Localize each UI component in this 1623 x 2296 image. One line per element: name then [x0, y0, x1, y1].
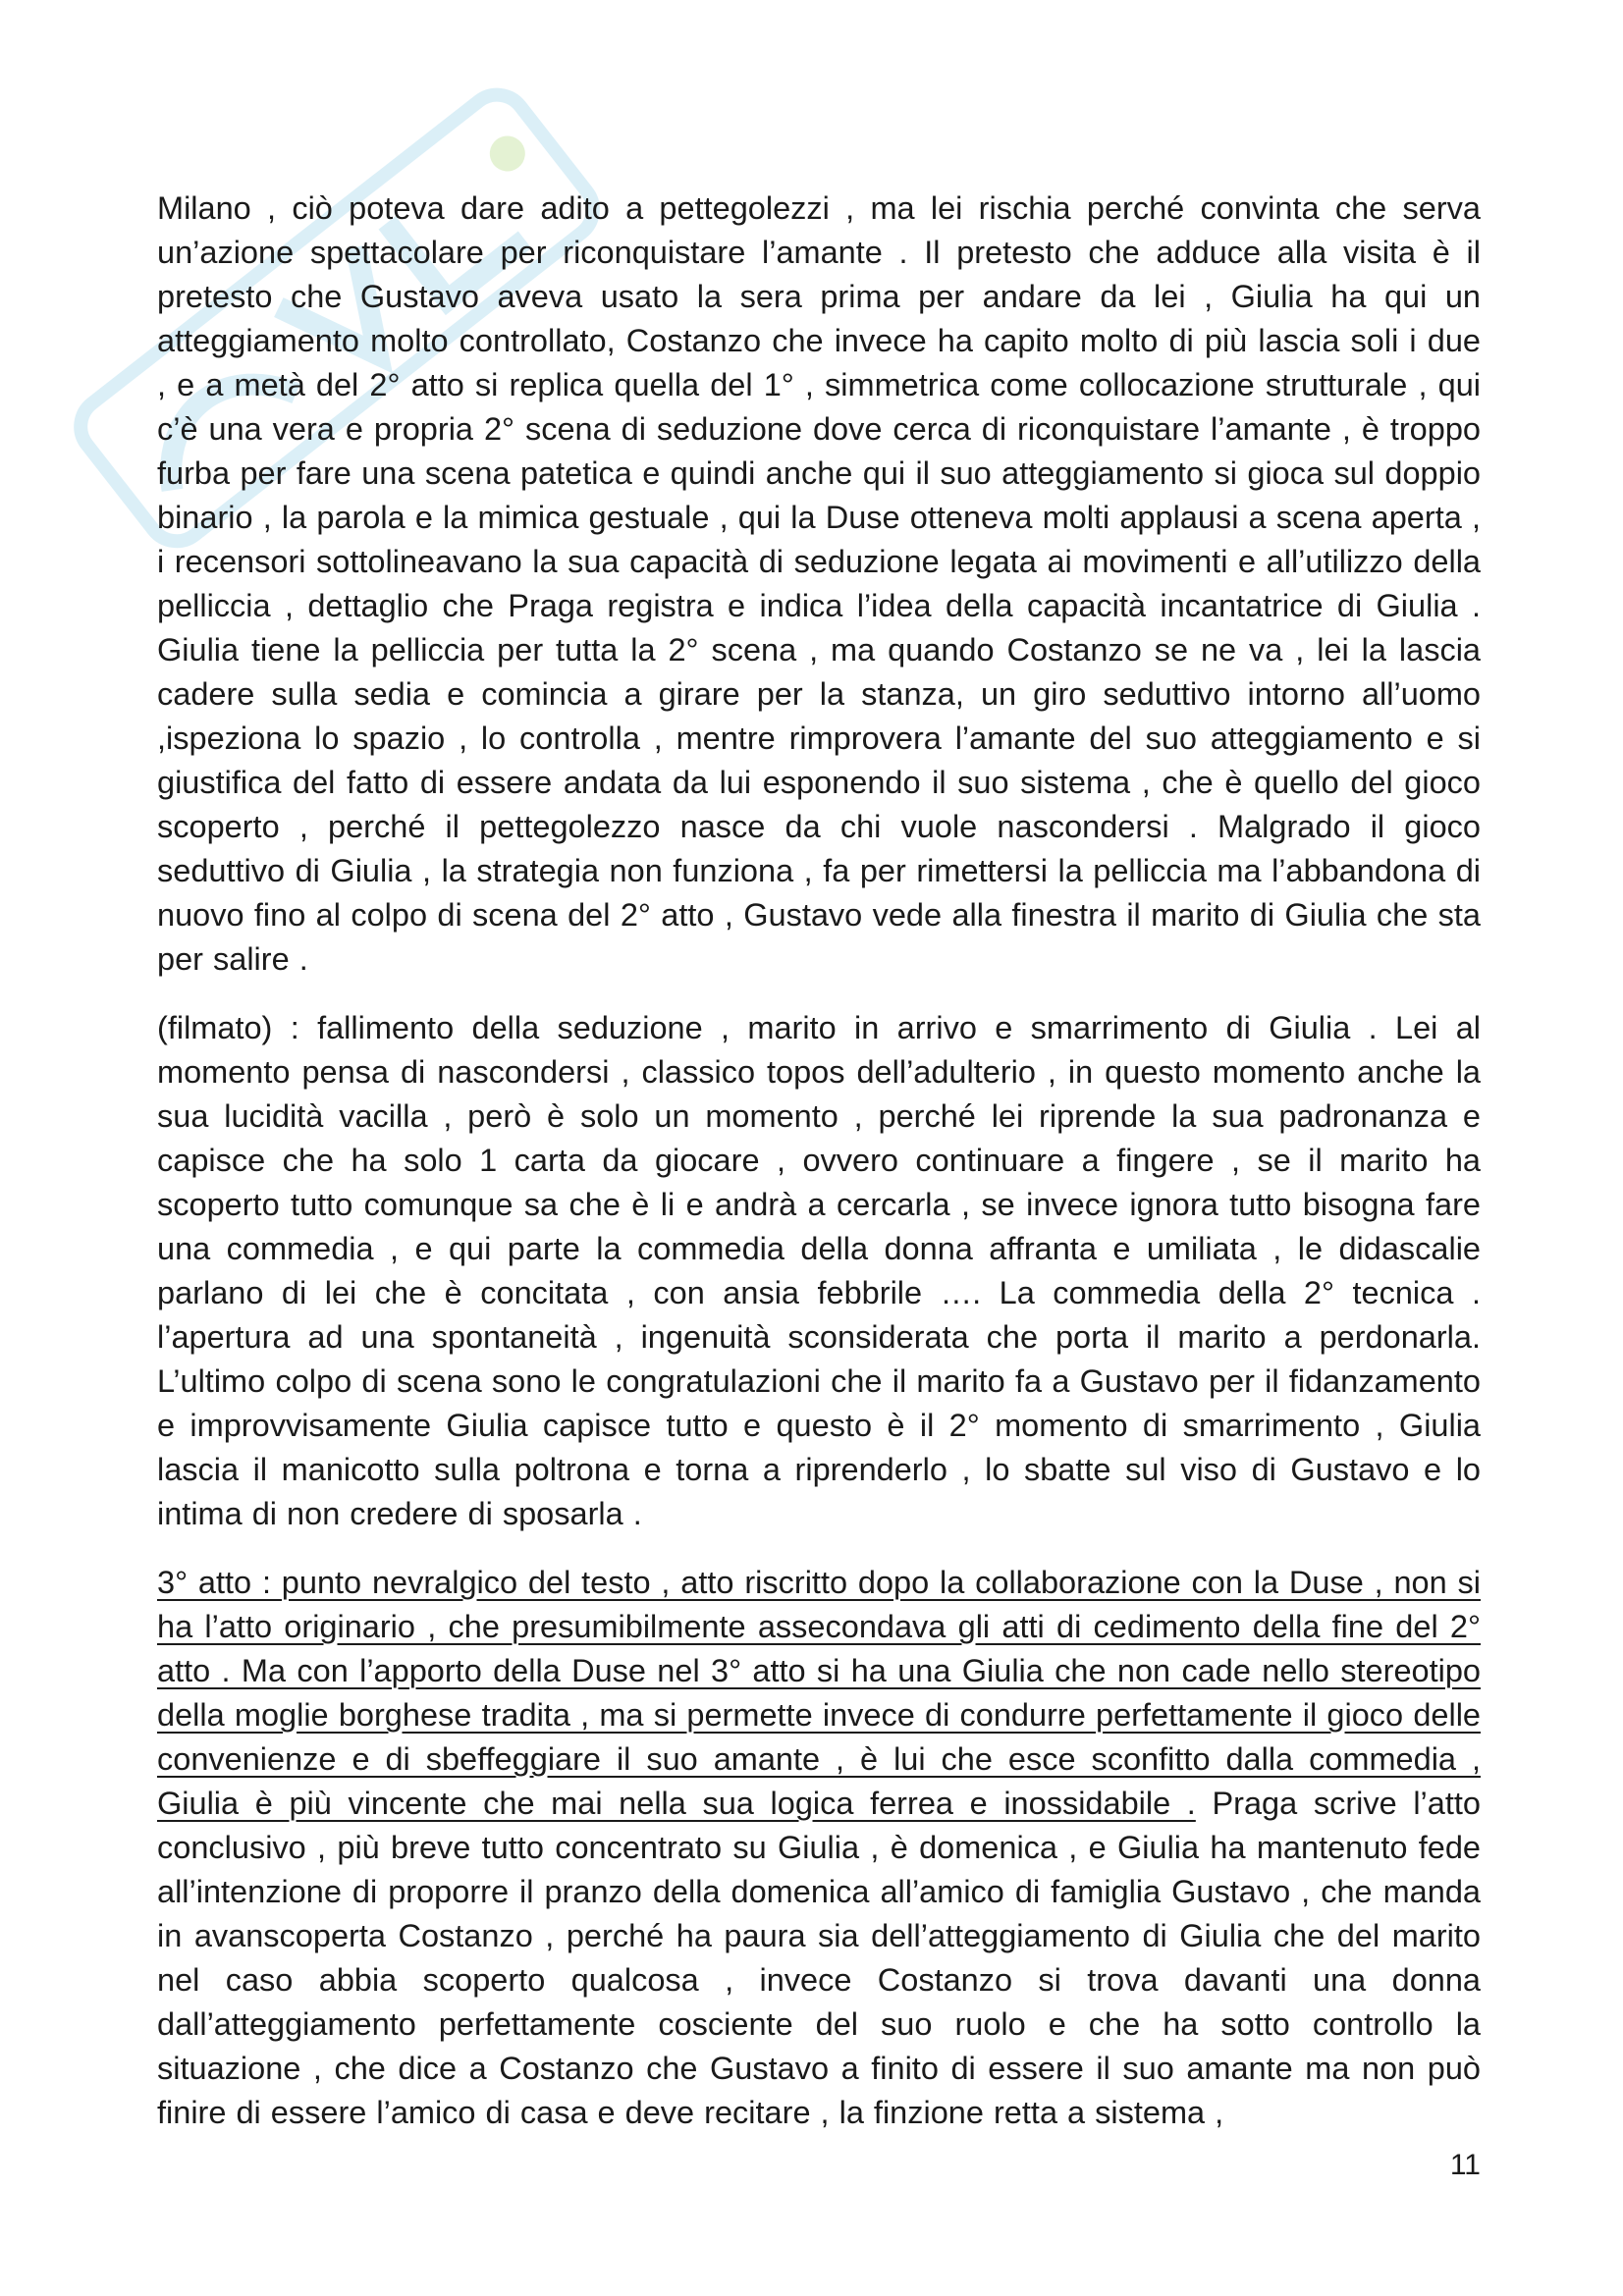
- paragraph-1-text: Milano , ciò poteva dare adito a pettegolezzi , ma lei rischia perché convinta che serva un’azione spettacolare per riconquistare l’amante . Il pretesto che adduce alla visita è il pretesto che Gustavo aveva usato la sera prima per andare da lei , Giulia ha qui un atteggiamento molto controllato, Costanzo che invece ha capito molto di più lascia soli i due , e a metà del 2° atto si replica quella del 1° , simmetrica come collocazione strutturale , qui c’è una vera e propria 2° scena di seduzione dove cerca di riconquistare l’amante , è troppo furba per fare una scena patetica e quindi anche qui il suo atteggiamento si gioca sul doppio binario , la parola e la mimica gestuale , qui la Duse otteneva molti applausi a scena aperta , i recensori sottolineavano la sua capacità di seduzione legata ai movimenti e all’utilizzo della pelliccia , dettaglio che Praga registra e indica l’idea della capacità incantatrice di Giulia . Giulia tiene la pelliccia per tutta la 2° scena , ma quando Costanzo se ne va , lei la lascia cadere sulla sedia e comincia a girare per la stanza, un giro seduttivo intorno all’uomo ,ispeziona lo spazio , lo controlla , mentre rimprovera l’amante del suo atteggiamento e si giustifica del fatto di essere andata da lui esponendo il suo sistema , che è quello del gioco scoperto , perché il pettegolezzo nasce da chi vuole nascondersi . Malgrado il gioco seduttivo di Giulia , la strategia non funziona , fa per rimettersi la pelliccia ma l’abbandona di nuovo fino al colpo di scena del 2° atto , Gustavo vede alla finestra il marito di Giulia che sta per salire .: [157, 190, 1481, 977]
- paragraph-3-text: Praga scrive l’atto conclusivo , più breve tutto concentrato su Giulia , è domenica , e Giulia ha mantenuto fede all’intenzione di proporre il pranzo della domenica all’amico di famiglia Gustavo , che manda in avanscoperta Costanzo , perché ha paura sia dell’atteggiamento di Giulia che del marito nel caso abbia scoperto qualcosa , invece Costanzo si trova davanti una donna dall’atteggiamento perfettamente cosciente del suo ruolo e che ha sotto controllo la situazione , che dice a Costanzo che Gustavo a finito di essere il suo amante ma non può finire di essere l’amico di casa e deve recitare , la finzione retta a sistema ,: [157, 1786, 1481, 2130]
- page-number: 11: [1449, 2149, 1481, 2181]
- paragraph-3: [157, 1561, 1481, 2135]
- paragraph-1: [157, 187, 1481, 982]
- document-page: [157, 187, 1481, 2135]
- paragraph-2: [157, 1006, 1481, 1536]
- paragraph-3-underlined-text: 3° atto : punto nevralgico del testo , atto riscritto dopo la collaborazione con la Duse , non si ha l’atto originario , che presumibilmente assecondava gli atti di cedimento della fine del 2° atto . Ma con l’apporto della Duse nel 3° atto si ha una Giulia che non cade nello stereotipo della moglie borghese tradita , ma si permette invece di condurre perfettamente il gioco delle convenienze e di sbeffeggiare il suo amante , è lui che esce sconfitto dalla commedia , Giulia è più vincente che mai nella sua logica ferrea e inossidabile .: [157, 1565, 1481, 1821]
- paragraph-2-text: (filmato) : fallimento della seduzione , marito in arrivo e smarrimento di Giulia . Lei al momento pensa di nascondersi , classico topos dell’adulterio , in questo momento anche la sua lucidità vacilla , però è solo un momento , perché lei riprende la sua padronanza e capisce che ha solo 1 carta da giocare , ovvero continuare a fingere , se il marito ha scoperto tutto comunque sa che è li e andrà a cercarla , se invece ignora tutto bisogna fare una commedia , e qui parte la commedia della donna affranta e umiliata , le didascalie parlano di lei che è concitata , con ansia febbrile …. La commedia della 2° tecnica . l’apertura ad una spontaneità , ingenuità sconsiderata che porta il marito a perdonarla. L’ultimo colpo di scena sono le congratulazioni che il marito fa a Gustavo per il fidanzamento e improvvisamente Giulia capisce tutto e questo è il 2° momento di smarrimento , Giulia lascia il manicotto sulla poltrona e torna a riprenderlo , lo sbatte sul viso di Gustavo e lo intima di non credere di sposarla .: [157, 1010, 1481, 1531]
